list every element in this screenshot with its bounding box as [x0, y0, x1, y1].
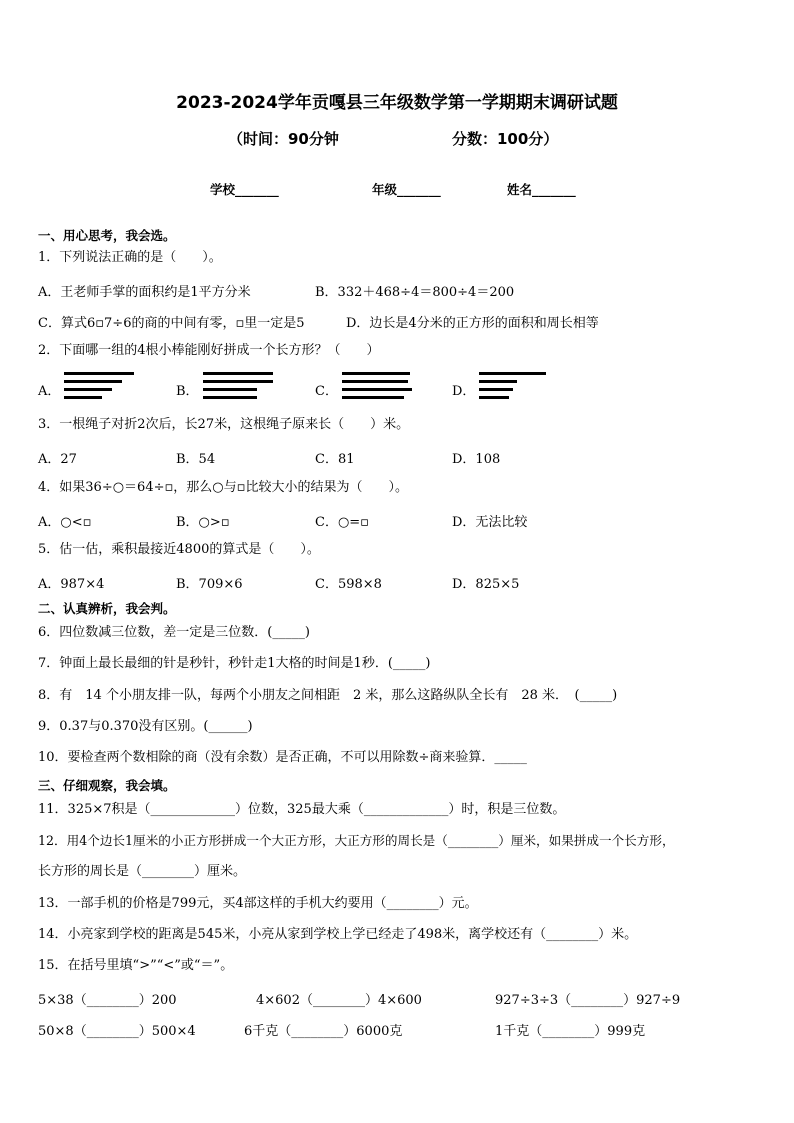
- q4-option-b[interactable]: B．○>▫: [176, 515, 230, 530]
- q2-stem: 2．下面哪一组的4根小棒能刚好拼成一个长方形？（ ）: [38, 343, 380, 358]
- section2-heading: 二、认真辨析，我会判。: [38, 601, 176, 616]
- q4-option-d[interactable]: D．无法比较: [452, 515, 528, 530]
- q12-text-line1: 12．用4个边长1厘米的小正方形拼成一个大正方形，大正方形的周长是（________）厘米，如果拼成一个长方形，: [38, 833, 675, 848]
- q15-item-4[interactable]: 50×8（________）500×4: [38, 1024, 196, 1039]
- q3-option-b[interactable]: B．54: [176, 452, 216, 467]
- q15-item-3[interactable]: 927÷3÷3（________）927÷9: [495, 993, 681, 1008]
- q5-option-d[interactable]: D．825×5: [452, 577, 520, 592]
- q2-sticks-b: [203, 370, 283, 406]
- q6-text: 6．四位数减三位数，差一定是三位数．(_____): [38, 625, 310, 640]
- q1-stem: 1．下列说法正确的是（ ）。: [38, 250, 222, 265]
- q2-option-c[interactable]: C．: [315, 384, 338, 399]
- exam-title: 2023-2024学年贡嘎县三年级数学第一学期期末调研试题: [176, 93, 618, 113]
- q4-option-a[interactable]: A．○<▫: [38, 515, 92, 530]
- q3-option-c[interactable]: C．81: [315, 452, 355, 467]
- q1-option-d[interactable]: D．边长是4分米的正方形的面积和周长相等: [346, 316, 599, 331]
- q2-sticks-c: [342, 370, 422, 406]
- q4-option-c[interactable]: C．○=▫: [315, 515, 369, 530]
- q3-option-d[interactable]: D．108: [452, 452, 501, 467]
- q5-option-b[interactable]: B．709×6: [176, 577, 243, 592]
- q2-option-b[interactable]: B．: [176, 384, 199, 399]
- q3-option-a[interactable]: A．27: [38, 452, 77, 467]
- q8-text: 8．有 14 个小朋友排一队，每两个小朋友之间相距 2 米，那么这路纵队全长有 28 米． (_____): [38, 688, 618, 703]
- q2-option-a[interactable]: A．: [38, 384, 61, 399]
- grade-field[interactable]: 年级_______: [372, 182, 441, 197]
- q15-item-2[interactable]: 4×602（________）4×600: [256, 993, 422, 1008]
- q1-option-b[interactable]: B．332＋468÷4＝800÷4＝200: [315, 285, 515, 300]
- q15-stem: 15．在括号里填“>”“<”或“＝”。: [38, 958, 234, 973]
- q15-item-1[interactable]: 5×38（________）200: [38, 993, 177, 1008]
- q2-sticks-d: [479, 370, 559, 406]
- section3-heading: 三、仔细观察，我会填。: [38, 778, 176, 793]
- q10-text: 10．要检查两个数相除的商（没有余数）是否正确，不可以用除数÷商来验算．_____: [38, 750, 527, 765]
- q15-item-5[interactable]: 6千克（________）6000克: [244, 1024, 403, 1039]
- q7-text: 7．钟面上最长最细的针是秒针，秒针走1大格的时间是1秒．(_____): [38, 656, 431, 671]
- q1-option-a[interactable]: A．王老师手掌的面积约是1平方分米: [38, 285, 251, 300]
- q5-stem: 5．估一估，乘积最接近4800的算式是（ ）。: [38, 542, 320, 557]
- q4-stem: 4．如果36÷○＝64÷▫，那么○与▫比较大小的结果为（ ）。: [38, 480, 408, 495]
- q2-sticks-a: [64, 370, 144, 406]
- q5-option-c[interactable]: C．598×8: [315, 577, 382, 592]
- q12-text-line2: 长方形的周长是（________）厘米。: [38, 864, 247, 879]
- q9-text: 9．0.37与0.370没有区别。(______): [38, 719, 253, 734]
- q3-stem: 3．一根绳子对折2次后，长27米，这根绳子原来长（ ）米。: [38, 417, 410, 432]
- q2-option-d[interactable]: D．: [452, 384, 476, 399]
- section1-heading: 一、用心思考，我会选。: [38, 228, 176, 243]
- q13-text: 13．一部手机的价格是799元，买4部这样的手机大约要用（________）元。: [38, 896, 478, 911]
- q14-text: 14．小亮家到学校的距离是545米，小亮从家到学校上学已经走了498米，离学校还有（________）米。: [38, 927, 638, 942]
- school-field[interactable]: 学校_______: [210, 182, 279, 197]
- exam-score: 分数：100分）: [452, 130, 559, 148]
- name-field[interactable]: 姓名_______: [507, 182, 576, 197]
- q5-option-a[interactable]: A．987×4: [38, 577, 105, 592]
- exam-time: （时间：90分钟: [228, 130, 339, 148]
- q1-option-c[interactable]: C．算式6▫7÷6的商的中间有零，▫里一定是5: [38, 316, 305, 331]
- q11-text: 11．325×7积是（_____________）位数，325最大乘（_____________）时，积是三位数。: [38, 802, 566, 817]
- q15-item-6[interactable]: 1千克（________）999克: [495, 1024, 646, 1039]
